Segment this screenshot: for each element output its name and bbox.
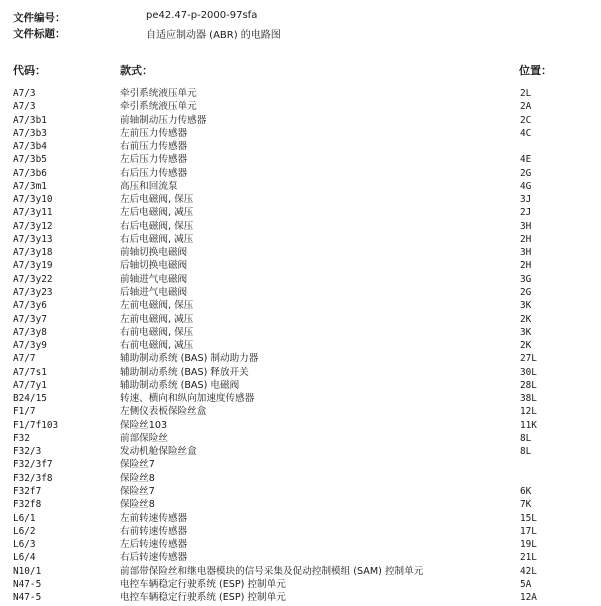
row-position: 3H	[520, 247, 532, 259]
table-row	[0, 565, 601, 578]
row-position: 2C	[520, 114, 532, 126]
row-description: 辅助制动系统 (BAS) 电磁阀	[120, 379, 240, 391]
table-row	[0, 259, 601, 272]
row-code: L6/3	[13, 539, 36, 551]
row-position: 38L	[520, 393, 537, 405]
header-code: 代码：	[13, 64, 46, 77]
row-code: A7/3	[13, 88, 36, 99]
row-position: 2K	[520, 313, 532, 325]
table-row	[0, 445, 601, 458]
table-row	[0, 339, 601, 352]
row-description: 牵引系统液压单元	[120, 88, 197, 99]
row-description: 左后电磁阀, 保压	[120, 194, 194, 206]
row-description: 高压和回流泵	[120, 180, 178, 192]
table-row	[0, 273, 601, 286]
table-row	[0, 472, 601, 485]
row-description: 右后电磁阀, 保压	[120, 220, 194, 232]
table-row	[0, 405, 601, 418]
row-position: 15L	[520, 512, 537, 524]
row-position: 3K	[520, 326, 532, 338]
table-row	[0, 246, 601, 259]
row-description: 左侧仪表板保险丝盒	[120, 406, 207, 418]
table-row	[0, 458, 601, 471]
row-position: 2H	[520, 260, 532, 272]
row-code: N47-5	[13, 578, 42, 590]
table-row	[0, 313, 601, 326]
table-row	[0, 591, 601, 604]
row-description: 右前压力传感器	[120, 141, 188, 153]
row-position: 8L	[520, 432, 532, 444]
row-description: 左前电磁阀, 减压	[120, 313, 194, 325]
table-row	[0, 379, 601, 392]
row-position: 2A	[520, 101, 532, 113]
doc-number-value: pe42.47-p-2000-97sfa	[146, 10, 258, 21]
row-description: 保险丝103	[120, 419, 168, 431]
row-description: 后轴进气电磁阀	[120, 286, 188, 298]
row-code: A7/3y23	[13, 286, 53, 298]
row-code: A7/3b5	[13, 154, 47, 166]
table-row	[0, 392, 601, 405]
table-row	[0, 525, 601, 538]
table-row	[0, 87, 601, 100]
row-code: A7/7y1	[13, 379, 47, 391]
row-code: A7/3	[13, 101, 36, 113]
row-description: 牵引系统液压单元	[120, 101, 197, 113]
table-row	[0, 127, 601, 140]
row-description: 辅助制动系统 (BAS) 制动助力器	[120, 353, 259, 365]
row-description: 左后压力传感器	[120, 154, 188, 166]
table-row	[0, 512, 601, 525]
row-description: 保险丝8	[120, 472, 155, 484]
row-position: 27L	[520, 353, 537, 365]
row-code: A7/3y12	[13, 220, 53, 232]
table-row	[0, 538, 601, 551]
row-code: N47-5	[13, 592, 42, 604]
header-pos: 位置：	[519, 64, 552, 77]
row-description: 左前压力传感器	[120, 127, 188, 139]
row-position: 5A	[520, 578, 532, 590]
row-code: F32f7	[13, 485, 42, 497]
row-position: 11K	[520, 419, 537, 431]
row-position: 3K	[520, 300, 532, 312]
table-row	[0, 220, 601, 233]
row-code: L6/2	[13, 525, 36, 537]
row-position: 3H	[520, 220, 532, 232]
table-row	[0, 193, 601, 206]
table-row	[0, 167, 601, 180]
row-description: 右后电磁阀, 减压	[120, 233, 194, 245]
table-row	[0, 498, 601, 511]
header-desc: 款式：	[120, 64, 153, 77]
row-code: A7/3m1	[13, 180, 47, 192]
row-code: A7/3y8	[13, 326, 47, 338]
row-description: 左前电磁阀, 保压	[120, 300, 194, 312]
row-position: 4C	[520, 127, 532, 139]
row-code: F32/3f8	[13, 472, 53, 484]
row-description: 辅助制动系统 (BAS) 释放开关	[120, 366, 249, 378]
row-description: 前部保险丝	[120, 432, 168, 444]
row-position: 2H	[520, 233, 532, 245]
row-code: N10/1	[13, 565, 42, 577]
row-position: 4E	[520, 154, 532, 166]
row-description: 右后转速传感器	[120, 552, 188, 564]
row-description: 右前电磁阀, 减压	[120, 340, 194, 352]
row-position: 8L	[520, 446, 532, 458]
row-code: A7/3y13	[13, 233, 53, 245]
row-position: 2J	[520, 207, 532, 219]
table-row	[0, 114, 601, 127]
table-row	[0, 233, 601, 246]
table-row	[0, 180, 601, 193]
row-position: 2G	[520, 167, 532, 179]
row-position: 42L	[520, 565, 537, 577]
row-position: 3G	[520, 273, 532, 285]
row-position: 12L	[520, 406, 537, 418]
table-row	[0, 140, 601, 153]
row-code: A7/3y18	[13, 247, 53, 259]
doc-title-label: 文件标题：	[13, 28, 66, 40]
row-description: 后轴切换电磁阀	[120, 260, 188, 272]
row-code: A7/3y7	[13, 313, 47, 325]
table-row	[0, 153, 601, 166]
row-code: A7/7s1	[13, 366, 47, 378]
row-position: 3J	[520, 194, 532, 206]
row-description: 右前电磁阀, 保压	[120, 326, 194, 338]
row-code: F32f8	[13, 499, 42, 511]
row-position: 2L	[520, 88, 532, 99]
row-code: F1/7f103	[13, 419, 59, 431]
row-code: A7/3b1	[13, 114, 47, 126]
row-code: L6/4	[13, 552, 36, 564]
row-description: 前轴制动压力传感器	[120, 114, 207, 126]
row-code: A7/3b3	[13, 127, 47, 139]
row-description: 发动机舱保险丝盒	[120, 446, 197, 458]
row-position: 30L	[520, 366, 537, 378]
row-position: 4G	[520, 180, 532, 192]
row-position: 7K	[520, 499, 532, 511]
table-row	[0, 432, 601, 445]
row-code: F32	[13, 432, 30, 444]
row-position: 21L	[520, 552, 537, 564]
row-description: 前轴进气电磁阀	[120, 273, 188, 285]
row-description: 前轴切换电磁阀	[120, 247, 188, 259]
component-table	[0, 87, 601, 604]
row-position: 12A	[520, 592, 537, 604]
row-description: 电控车辆稳定行驶系统 (ESP) 控制单元	[120, 592, 286, 604]
table-row	[0, 326, 601, 339]
row-description: 前部带保险丝和继电器模块的信号采集及促动控制模组 (SAM) 控制单元	[120, 565, 424, 577]
row-code: A7/3y6	[13, 300, 47, 312]
row-code: F1/7	[13, 406, 36, 418]
row-description: 左后电磁阀, 减压	[120, 207, 194, 219]
row-description: 保险丝7	[120, 459, 155, 471]
table-row	[0, 206, 601, 219]
row-code: L6/1	[13, 512, 36, 524]
table-row	[0, 578, 601, 591]
row-code: A7/3y9	[13, 340, 47, 352]
row-code: A7/3b6	[13, 167, 47, 179]
row-description: 左后转速传感器	[120, 539, 188, 551]
row-description: 保险丝7	[120, 485, 155, 497]
row-position: 28L	[520, 379, 537, 391]
table-row	[0, 352, 601, 365]
row-description: 转速、横向和纵向加速度传感器	[120, 393, 255, 405]
row-description: 左前转速传感器	[120, 512, 188, 524]
table-row	[0, 100, 601, 113]
table-row	[0, 485, 601, 498]
row-code: A7/3b4	[13, 141, 47, 153]
doc-number-label: 文件编号：	[13, 12, 66, 24]
row-description: 保险丝8	[120, 499, 155, 511]
row-position: 2G	[520, 286, 532, 298]
table-row	[0, 366, 601, 379]
table-row	[0, 299, 601, 312]
row-position: 17L	[520, 525, 537, 537]
row-code: A7/3y11	[13, 207, 53, 219]
row-code: A7/3y22	[13, 273, 53, 285]
row-description: 右后压力传感器	[120, 167, 188, 179]
row-position: 19L	[520, 539, 537, 551]
doc-title-value: 自适应制动器 (ABR) 的电路图	[146, 30, 281, 41]
row-code: A7/3y10	[13, 194, 53, 206]
row-description: 右前转速传感器	[120, 525, 188, 537]
row-code: A7/3y19	[13, 260, 53, 272]
row-code: F32/3	[13, 446, 42, 458]
table-row	[0, 551, 601, 564]
row-description: 电控车辆稳定行驶系统 (ESP) 控制单元	[120, 578, 286, 590]
row-code: A7/7	[13, 353, 36, 365]
row-code: F32/3f7	[13, 459, 53, 471]
row-code: B24/15	[13, 393, 47, 405]
row-position: 6K	[520, 485, 532, 497]
table-row	[0, 286, 601, 299]
table-row	[0, 419, 601, 432]
row-position: 2K	[520, 340, 532, 352]
